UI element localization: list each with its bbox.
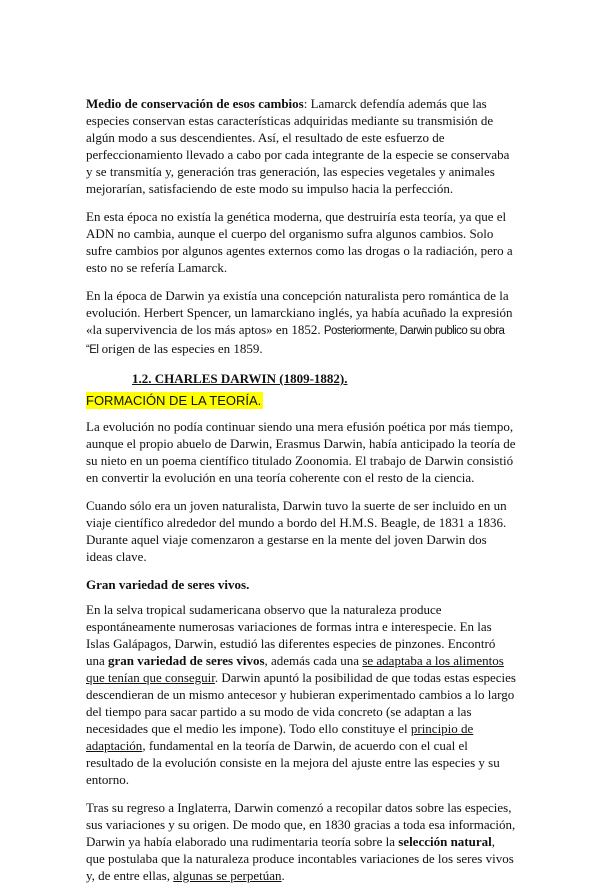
paragraph-text: En esta época no existía la genética moderna, que destruiría esta teoría, ya que el ADN no cambia, aunque el cuerpo del organismo sufra algunos cambios. Solo sufre cambios por algunos agentes externos como las drogas o la radiación, pero a esto no se refería Lamarck.	[86, 209, 513, 275]
paragraph-text-end: origen de las especies en 1859.	[98, 341, 263, 356]
text-run: , además cada una	[264, 653, 363, 668]
bold-term: gran variedad de seres vivos	[108, 653, 265, 668]
paragraph-text: La evolución no podía continuar siendo una mera efusión poética por más tiempo, aunque el propio abuelo de Darwin, Erasmus Darwin, había anticipado la teoría de su nieto en un poema científico titulado Zoonomia. El trabajo de Darwin consistió en convertir la evolución en una teoría coherente con el resto de la ciencia.	[86, 419, 516, 485]
paragraph-lamarck-conservation	[86, 95, 516, 197]
underlined-term: algunas se perpetúan	[173, 868, 282, 883]
document-page	[86, 95, 516, 895]
underlined-term: principio de adaptación	[86, 721, 474, 753]
paragraph-natural-selection	[86, 799, 516, 884]
bold-term: selección natural	[398, 834, 492, 849]
condensed-text: Posteriormente, Darwin publico su obra “El	[86, 325, 505, 356]
paragraph-text: Cuando sólo era un joven naturalista, Darwin tuvo la suerte de ser incluido en un viaje científico alrededor del mundo a bordo del H.M.S. Beagle, de 1831 a 1836. Durante aquel viaje comenzaron a gestarse en la mente del joven Darwin dos ideas clave.	[86, 498, 507, 564]
paragraph-darwin-era	[86, 287, 516, 359]
paragraph-evolution-poetic	[86, 418, 516, 486]
underlined-term: se adaptaba a los alimentos que tenían que conseguir	[86, 653, 504, 685]
subheading: Gran variedad de seres vivos.	[86, 577, 250, 592]
paragraph-text: : Lamarck defendía además que las especies conservan estas características adquiridas mediante su transmisión de algún modo a sus descendientes. Así, el resultado de este esfuerzo de perfeccionamiento llevado a cabo por cada integrante de la especie se conservaba y se transmitía y, generación tras generación, las especies vegetales y animales mejorarían, satisfaciendo de este modo su impulso hacia la perfección.	[86, 96, 510, 196]
bold-lead: Medio de conservación de esos cambios	[86, 96, 304, 111]
text-run: Tras su regreso a Inglaterra, Darwin comenzó a recopilar datos sobre las especies, sus variaciones y su origen. De modo que, en 1830 gracias a toda esa información, Darwin ya había elaborado una rudimentaria teoría sobre la	[86, 800, 516, 849]
paragraph-adaptation	[86, 601, 516, 788]
section-heading: 1.2. CHARLES DARWIN (1809-1882).	[132, 371, 348, 386]
text-run: , que postulaba que la naturaleza produce incontables variaciones de los seres vivos y, de entre ellas,	[86, 834, 514, 883]
paragraph-text: En la época de Darwin ya existía una concepción naturalista pero romántica de la evolución. Herbert Spencer, un lamarckiano inglés, ya había acuñado la expresión «la supervivencia de los más aptos» en 1852.	[86, 288, 513, 337]
text-run: .	[281, 868, 285, 883]
paragraph-beagle-voyage	[86, 497, 516, 565]
paragraph-genetics	[86, 208, 516, 276]
text-run: En la selva tropical sudamericana observo que la naturaleza produce espontáneamente numerosas variaciones de formas intra e interespecie. En las Islas Galápagos, Darwin, estudió las diferentes especies de pinzones. Encontró una	[86, 602, 496, 668]
text-run: . Darwin apuntó la posibilidad de que todas estas especies descendieran de un mismo antecesor y hubieran experimentado cambios a lo largo del tiempo para sacar partido a su modo de vida concreto (se adaptan a las necesidades que el medio les impone). Todo ello constituye el	[86, 670, 516, 736]
highlight-heading-row	[86, 392, 516, 409]
text-run: , fundamental en la teoría de Darwin, de acuerdo con el cual el resultado de la evolución consiste en la mejora del ajuste entre las especies y su entorno.	[86, 738, 500, 787]
highlight-heading: FORMACIÓN DE LA TEORÍA.	[86, 393, 262, 408]
